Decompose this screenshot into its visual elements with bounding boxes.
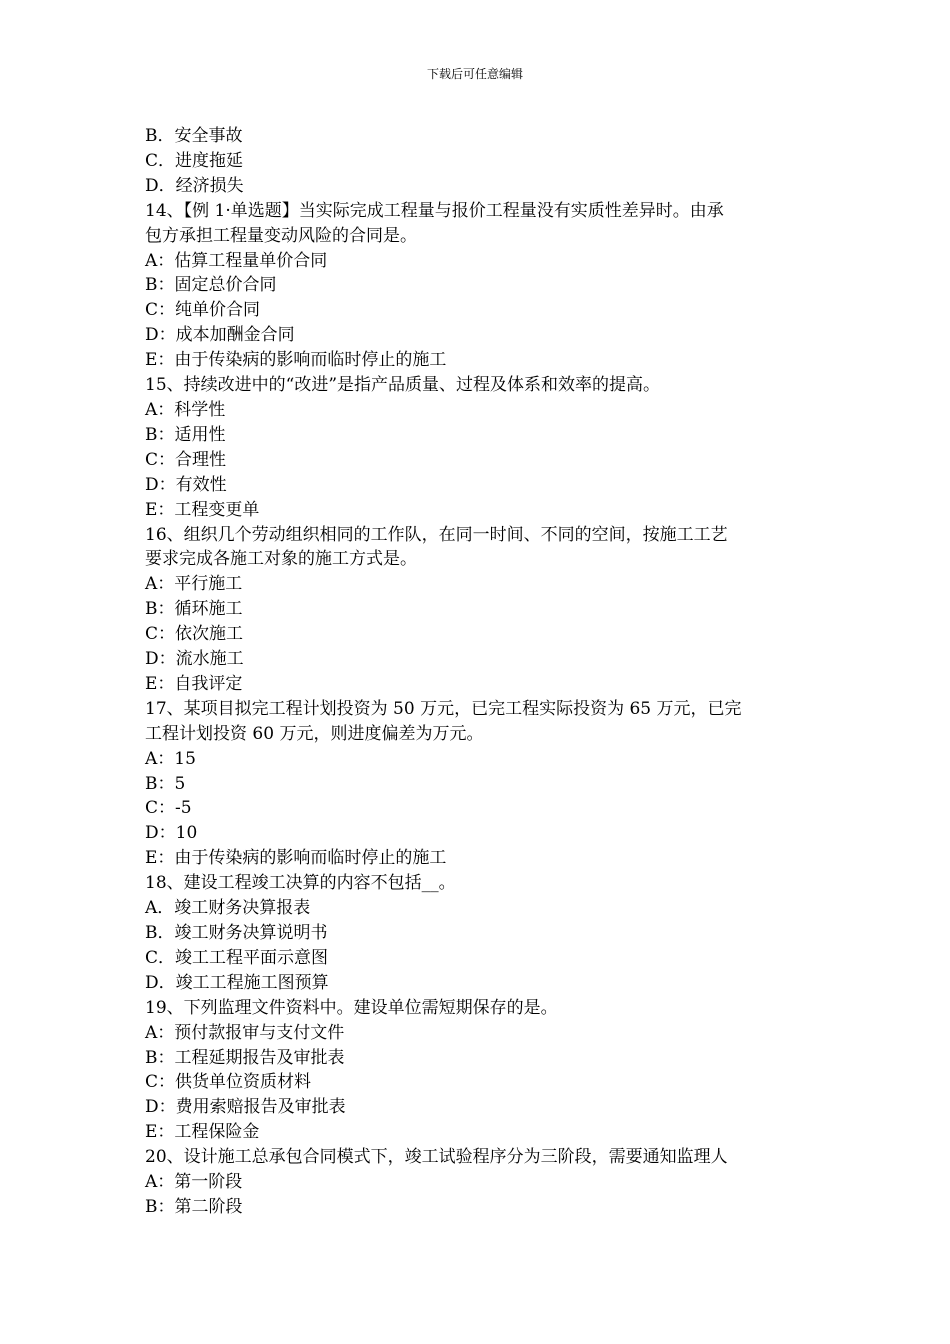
- text-line: C：依次施工: [145, 624, 244, 645]
- question-17: 17、某项目拟完工程计划投资为 50 万元，已完工程实际投资为 65 万元，已完: [145, 698, 742, 719]
- question-14-cont: 包方承担工程量变动风险的合同是。: [145, 225, 417, 246]
- text-line: B．竣工财务决算说明书: [145, 923, 328, 943]
- text-line: C．竣工工程平面示意图: [145, 947, 329, 968]
- text-line: B：适用性: [145, 424, 226, 445]
- text-line: D：10: [145, 823, 198, 844]
- question-19: 19、下列监理文件资料中。建设单位需短期保存的是。: [145, 997, 558, 1018]
- question-17-cont: 工程计划投资 60 万元，则进度偏差为万元。: [145, 723, 484, 744]
- text-line: C：纯单价合同: [145, 300, 261, 321]
- text-line: C．进度拖延: [145, 150, 244, 171]
- question-18: 18、建设工程竣工决算的内容不包括__。: [145, 873, 456, 894]
- question-15: 15、持续改进中的“改进”是指产品质量、过程及体系和效率的提高。: [145, 375, 661, 396]
- text-line: C：-5: [145, 798, 192, 819]
- text-line: A：15: [145, 748, 196, 769]
- text-line: B：5: [145, 773, 186, 794]
- text-line: B：固定总价合同: [145, 275, 277, 296]
- question-16-cont: 要求完成各施工对象的施工方式是。: [145, 549, 417, 570]
- text-line: B．安全事故: [145, 126, 243, 146]
- text-line: E：自我评定: [145, 673, 243, 694]
- page-header: 下载后可任意编辑: [426, 67, 523, 81]
- text-line: A：科学性: [145, 399, 226, 420]
- question-16: 16、组织几个劳动组织相同的工作队，在同一时间、不同的空间，按施工工艺: [145, 524, 728, 545]
- text-line: D：费用索赔报告及审批表: [145, 1097, 346, 1118]
- text-line: A：预付款报审与支付文件: [145, 1022, 345, 1043]
- text-line: C：供货单位资质材料: [145, 1072, 312, 1093]
- text-line: E：由于传染病的影响而临时停止的施工: [145, 848, 447, 869]
- text-line: A：估算工程量单价合同: [145, 250, 328, 271]
- text-line: E：工程变更单: [145, 499, 260, 520]
- question-20: 20、设计施工总承包合同模式下，竣工试验程序分为三阶段，需要通知监理人: [145, 1147, 728, 1168]
- text-line: D．竣工工程施工图预算: [145, 972, 329, 993]
- text-line: B：循环施工: [145, 599, 243, 620]
- text-line: A．竣工财务决算报表: [145, 898, 311, 919]
- question-14: 14、【例 1·单选题】当实际完成工程量与报价工程量没有实质性差异时。由承: [145, 200, 724, 221]
- text-line: D：成本加酬金合同: [145, 325, 295, 346]
- text-line: C：合理性: [145, 449, 227, 470]
- text-line: D：有效性: [145, 474, 227, 495]
- text-line: D．经济损失: [145, 175, 244, 196]
- text-line: E：工程保险金: [145, 1122, 260, 1143]
- text-line: A：平行施工: [145, 574, 243, 595]
- text-line: E：由于传染病的影响而临时停止的施工: [145, 350, 447, 371]
- text-line: B：工程延期报告及审批表: [145, 1047, 345, 1068]
- text-line: A：第一阶段: [145, 1172, 243, 1193]
- text-line: B：第二阶段: [145, 1196, 243, 1217]
- text-line: D：流水施工: [145, 649, 244, 670]
- document-body: [145, 124, 810, 1220]
